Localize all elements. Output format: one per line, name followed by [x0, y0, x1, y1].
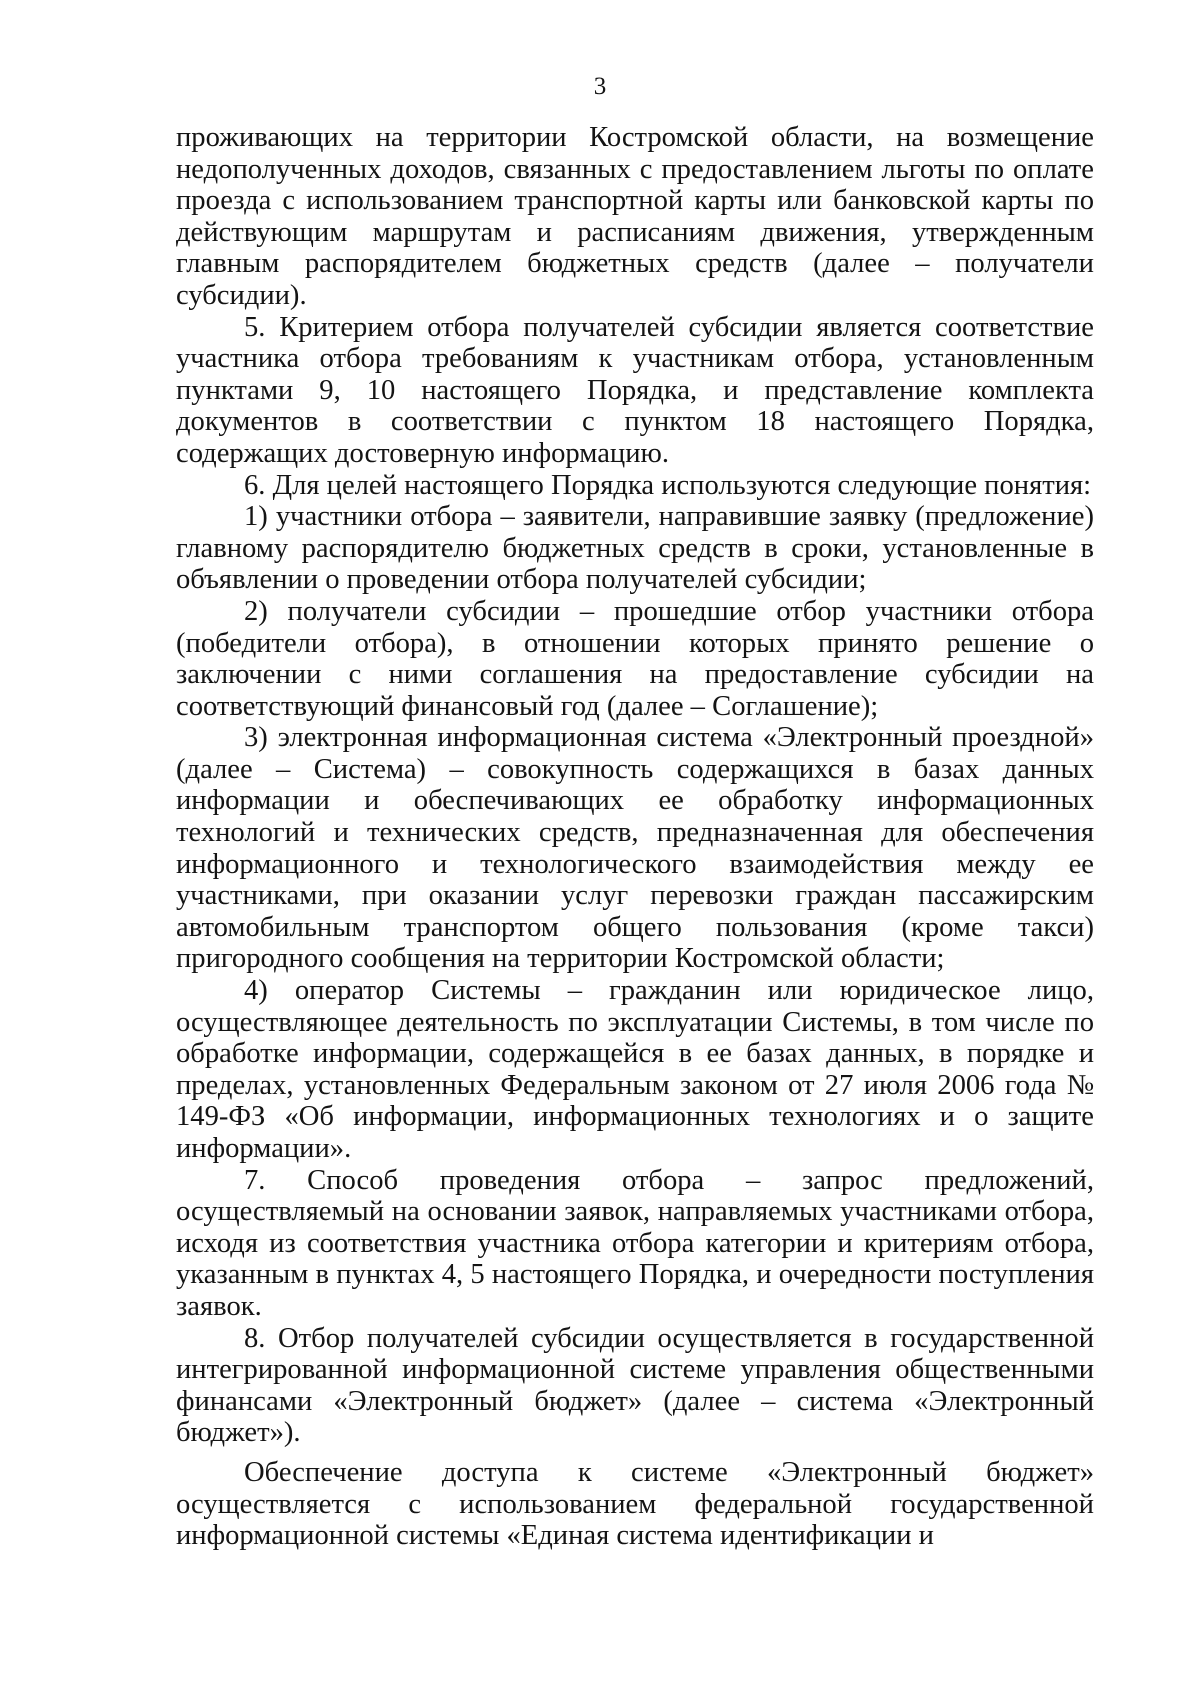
paragraph-access: Обеспечение доступа к системе «Электронный бюджет» осуществляется с использованием федеральной государственной информационной системы «Единая система идентификации и [176, 1456, 1094, 1552]
paragraph-subitem-1: 1) участники отбора – заявители, направившие заявку (предложение) главному распорядителю бюджетных средств в сроки, установленные в объявлении о проведении отбора получателей субсидии; [176, 501, 1094, 596]
paragraph-subitem-3: 3) электронная информационная система «Электронный проездной» (далее – Система) – совокупность содержащихся в базах данных информации и обеспечивающих ее обработку информационных технологий и технических средств, предназначенная для обеспечения информационного и технологического взаимодействия между ее участниками, при оказании услуг перевозки граждан пассажирским автомобильным транспортом общего пользования (кроме такси) пригородного сообщения на территории Костромской области; [176, 722, 1094, 975]
paragraph-item-5: 5. Критерием отбора получателей субсидии является соответствие участника отбора требованиям к участникам отбора, установленным пунктами 9, 10 настоящего Порядка, и представление комплекта документов в соответствии с пунктом 18 настоящего Порядка, содержащих достоверную информацию. [176, 311, 1094, 469]
paragraph-item-6: 6. Для целей настоящего Порядка используются следующие понятия: [244, 469, 1092, 501]
document-body [176, 122, 1094, 1552]
paragraph-subitem-2: 2) получатели субсидии – прошедшие отбор участники отбора (победители отбора), в отношении которых принято решение о заключении с ними соглашения на предоставление субсидии на соответствующий финансовый год (далее – Соглашение); [176, 595, 1094, 722]
paragraph-item-7: 7. Способ проведения отбора – запрос предложений, осуществляемый на основании заявок, направляемых участниками отбора, исходя из соответствия участника отбора категории и критериям отбора, указанным в пунктах 4, 5 настоящего Порядка, и очередности поступления заявок. [176, 1164, 1094, 1322]
page-number: 3 [593, 73, 607, 100]
paragraph-continuation: проживающих на территории Костромской области, на возмещение недополученных доходов, связанных с предоставлением льготы по оплате проезда с использованием транспортной карты или банковской карты по действующим маршрутам и расписаниям движения, утвержденным главным распорядителем бюджетных средств (далее – получатели субсидии). [176, 122, 1094, 311]
paragraph-subitem-4: 4) оператор Системы – гражданин или юридическое лицо, осуществляющее деятельность по эксплуатации Системы, в том числе по обработке информации, содержащейся в ее базах данных, в порядке и пределах, установленных Федеральным законом от 27 июля 2006 года № 149-ФЗ «Об информации, информационных технологиях и о защите информации». [176, 975, 1094, 1164]
paragraph-item-8: 8. Отбор получателей субсидии осуществляется в государственной интегрированной информационной системе управления общественными финансами «Электронный бюджет» (далее – система «Электронный бюджет»). [176, 1322, 1094, 1449]
